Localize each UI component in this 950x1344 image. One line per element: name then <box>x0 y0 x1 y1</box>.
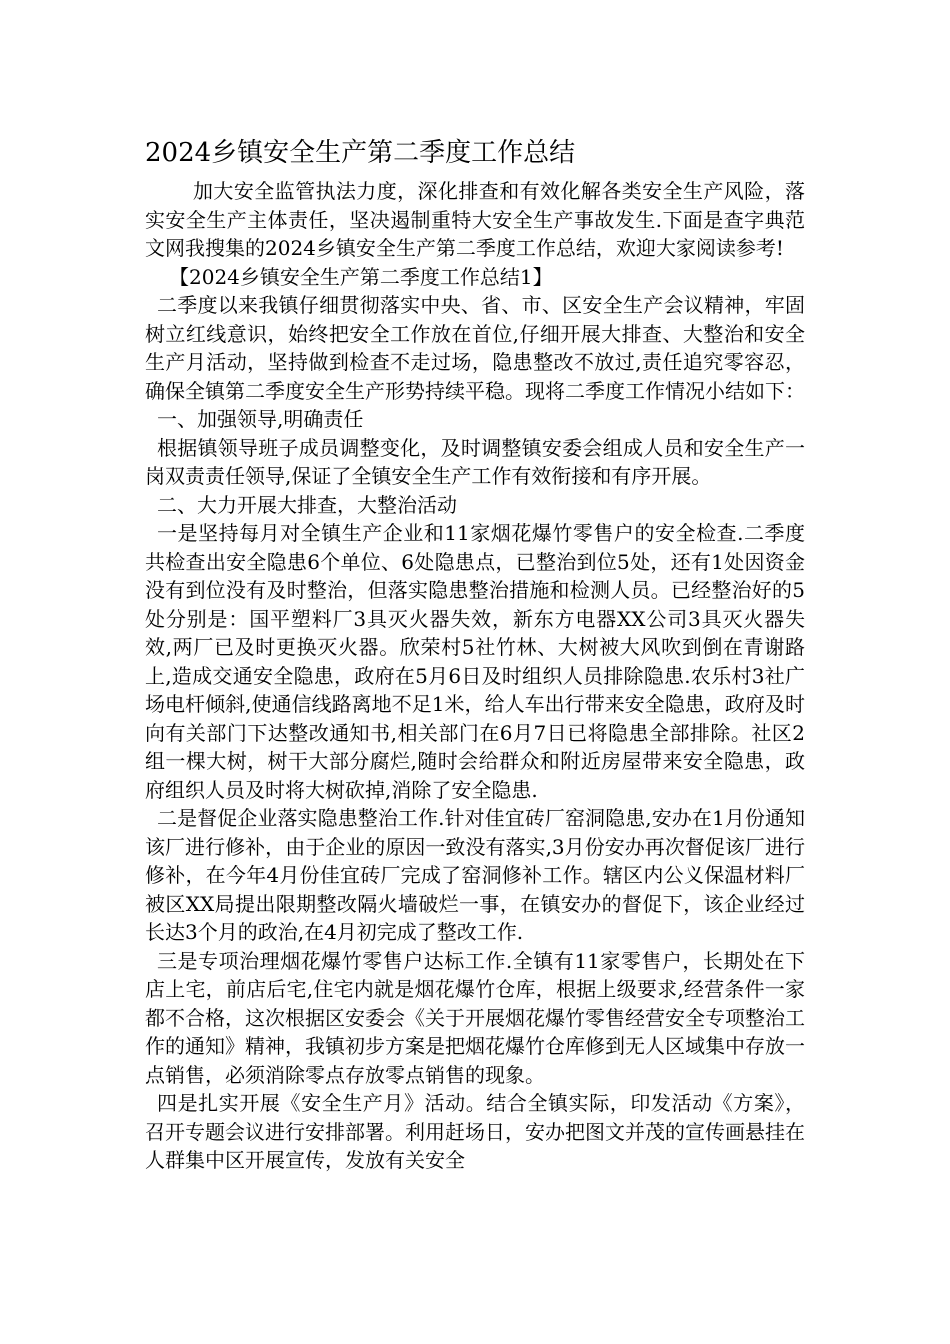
heading-strengthen-leadership: 一、加强领导,明确责任 <box>157 407 364 431</box>
section-heading: 【2024乡镇安全生产第二季度工作总结1】 <box>169 264 553 289</box>
body-paragraph-6: 四是扎实开展《安全生产月》活动。结合全镇实际，印发活动《方案》，召开专题会议进行安排部署。利用赶场日，安办把图文并茂的宣传画悬挂在人群集中区开展宣传，发放有关安全 <box>145 1091 805 1172</box>
heading-inspection-campaign: 二、大力开展大排查，大整治活动 <box>157 492 457 517</box>
body-paragraph-4: 二是督促企业落实隐患整治工作.针对佳宜砖厂窑洞隐患,安办在1月份通知该厂进行修补，由于企业的原因一致没有落实,3月份安办再次督促该厂进行修补，在今年4月份佳宜砖厂完成了窑洞修补工作。辖区内公义保温材料厂被区XX局提出限期整改隔火墙破烂一事，在镇安办的督促下，该企业经过长达3个月的政治,在4月初完成了整改工作. <box>145 806 805 944</box>
body-paragraph-2: 根据镇领导班子成员调整变化，及时调整镇安委会组成人员和安全生产一岗双责责任领导,保证了全镇安全生产工作有效衔接和有序开展。 <box>145 435 805 488</box>
intro-paragraph: 加大安全监管执法力度，深化排查和有效化解各类安全生产风险，落实安全生产主体责任，坚决遏制重特大安全生产事故发生.下面是查字典范文网我搜集的2024乡镇安全生产第二季度工作总结，欢迎大家阅读参考! <box>145 179 805 260</box>
body-paragraph-3: 一是坚持每月对全镇生产企业和11家烟花爆竹零售户的安全检查.二季度共检查出安全隐患6个单位、6处隐患点，已整治到位5处，还有1处因资金没有到位没有及时整治，但落实隐患整治措施和检测人员。已经整治好的5处分别是：国平塑料厂3具灭火器失效，新东方电器XX公司3具灭火器失效,两厂已及时更换灭火器。欣荣村5社竹林、大树被大风吹到倒在青谢路上,造成交通安全隐患，政府在5月6日及时组织人员排除隐患.农乐村3社广场电杆倾斜,使通信线路离地不足1米，给人车出行带来安全隐患，政府及时向有关部门下达整改通知书,相关部门在6月7日已将隐患全部排除。社区2组一棵大树，树干大部分腐烂,随时会给群众和附近房屋带来安全隐患，政府组织人员及时将大树砍掉,消除了安全隐患. <box>145 521 805 802</box>
document-title: 2024乡镇安全生产第二季度工作总结 <box>145 138 576 168</box>
body-paragraph-5: 三是专项治理烟花爆竹零售户达标工作.全镇有11家零售户，长期处在下店上宅，前店后宅,住宅内就是烟花爆竹仓库，根据上级要求,经营条件一家都不合格，这次根据区安委会《关于开展烟花爆竹零售经营安全专项整治工作的通知》精神，我镇初步方案是把烟花爆竹仓库修到无人区域集中存放一点销售，必须消除零点存放零点销售的现象。 <box>145 948 805 1087</box>
document-page <box>145 133 805 1175</box>
body-paragraph-1: 二季度以来我镇仔细贯彻落实中央、省、市、区安全生产会议精神，牢固树立红线意识，始终把安全工作放在首位,仔细开展大排查、大整治和安全生产月活动，坚持做到检查不走过场，隐患整改不放过,责任追究零容忍，确保全镇第二季度安全生产形势持续平稳。现将二季度工作情况小结如下： <box>145 293 805 403</box>
